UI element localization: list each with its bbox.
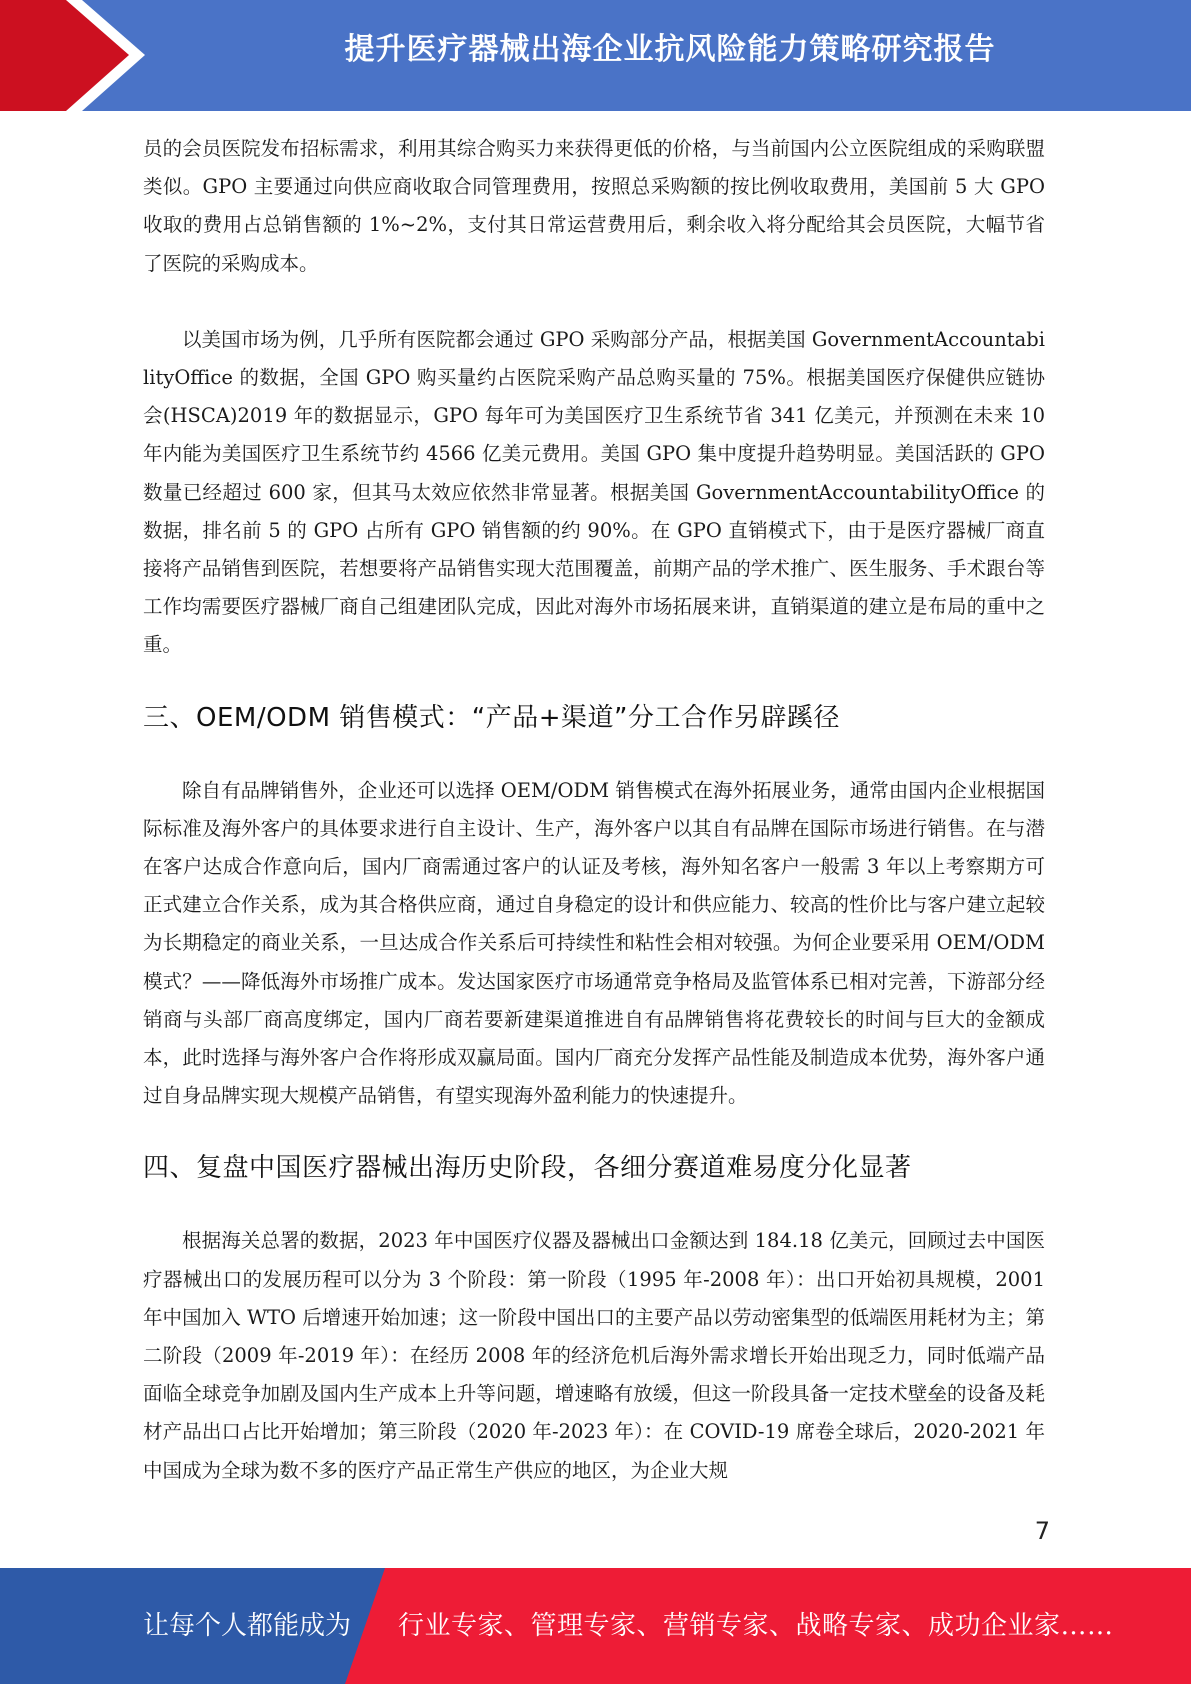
header-chevron-decoration [0, 0, 160, 111]
footer-slogan-left: 让每个人都能成为 [143, 1611, 352, 1641]
footer-slogan-right: 行业专家、管理专家、营销专家、战略专家、成功企业家…… [398, 1611, 1114, 1641]
section-heading-oem-odm: 三、OEM/ODM 销售模式：“产品+渠道”分工合作另辟蹊径 [143, 702, 840, 733]
paragraph-export-history: 根据海关总署的数据，2023 年中国医疗仪器及器械出口金额达到 184.18 亿美元，回顾过去中国医疗器械出口的发展历程可以分为 3 个阶段：第一阶段（1995 年-2008 年）：出口开始初具规模，2001 年中国加入 WTO 后增速开始加速；这一阶段中国出口的主要产品以劳动密集型的低端医用耗材为主；第二阶段（2009 年-2019 年）：在经历 2008 年的经济危机后海外需求增长开始出现乏力，同时低端产品面临全球竞争加剧及国内生产成本上升等问题，增速略有放缓，但这一阶段具备一定技术壁垒的设备及耗材产品出口占比开始增加；第三阶段（2020 年-2023 年）：在 COVID-19 席卷全球后，2020-2021 年中国成为全球为数不多的医疗产品正常生产供应的地区，为企业大规 [143, 1229, 1045, 1482]
page-footer [0, 1568, 1191, 1684]
paragraph-gpo-intro: 员的会员医院发布招标需求，利用其综合购买力来获得更低的价格，与当前国内公立医院组成的采购联盟类似。GPO 主要通过向供应商收取合同管理费用，按照总采购额的按比例收取费用，美国前 5 大 GPO 收取的费用占总销售额的 1%~2%，支付其日常运营费用后，剩余收入将分配给其会员医院，大幅节省了医院的采购成本。 [143, 137, 1045, 275]
page-header [0, 0, 1191, 111]
main-content [143, 130, 1045, 1490]
page-number: 7 [1034, 1517, 1050, 1545]
report-title: 提升医疗器械出海企业抗风险能力策略研究报告 [344, 32, 996, 67]
section-heading-history: 四、复盘中国医疗器械出海历史阶段，各细分赛道难易度分化显著 [143, 1153, 912, 1184]
paragraph-us-market: 以美国市场为例，几乎所有医院都会通过 GPO 采购部分产品，根据美国 GovernmentAccountabilityOffice 的数据，全国 GPO 购买量约占医院采购产品总购买量的 75%。根据美国医疗保健供应链协会(HSCA)2019 年的数据显示，GPO 每年可为美国医疗卫生系统节省 341 亿美元，并预测在未来 10 年内能为美国医疗卫生系统节约 4566 亿美元费用。美国 GPO 集中度提升趋势明显。美国活跃的 GPO 数量已经超过 600 家，但其马太效应依然非常显著。根据美国 GovernmentAccountabilityOffice 的数据，排名前 5 的 GPO 占所有 GPO 销售额的约 90%。在 GPO 直销模式下，由于是医疗器械厂商直接将产品销售到医院，若想要将产品销售实现大范围覆盖，前期产品的学术推广、医生服务、手术跟台等工作均需要医疗器械厂商自己组建团队完成，因此对海外市场拓展来讲，直销渠道的建立是布局的重中之重。 [143, 327, 1045, 657]
paragraph-oem-odm: 除自有品牌销售外，企业还可以选择 OEM/ODM 销售模式在海外拓展业务，通常由国内企业根据国际标准及海外客户的具体要求进行自主设计、生产，海外客户以其自有品牌在国际市场进行销售。在与潜在客户达成合作意向后，国内厂商需通过客户的认证及考核，海外知名客户一般需 3 年以上考察期方可正式建立合作关系，成为其合格供应商，通过自身稳定的设计和供应能力、较高的性价比与客户建立起较为长期稳定的商业关系，一旦达成合作关系后可持续性和粘性会相对较强。为何企业要采用 OEM/ODM 模式？——降低海外市场推广成本。发达国家医疗市场通常竞争格局及监管体系已相对完善，下游部分经销商与头部厂商高度绑定，国内厂商若要新建渠道推进自有品牌销售将花费较长的时间与巨大的金额成本，此时选择与海外客户合作将形成双赢局面。国内厂商充分发挥产品性能及制造成本优势，海外客户通过自身品牌实现大规模产品销售，有望实现海外盈利能力的快速提升。 [143, 778, 1045, 1108]
